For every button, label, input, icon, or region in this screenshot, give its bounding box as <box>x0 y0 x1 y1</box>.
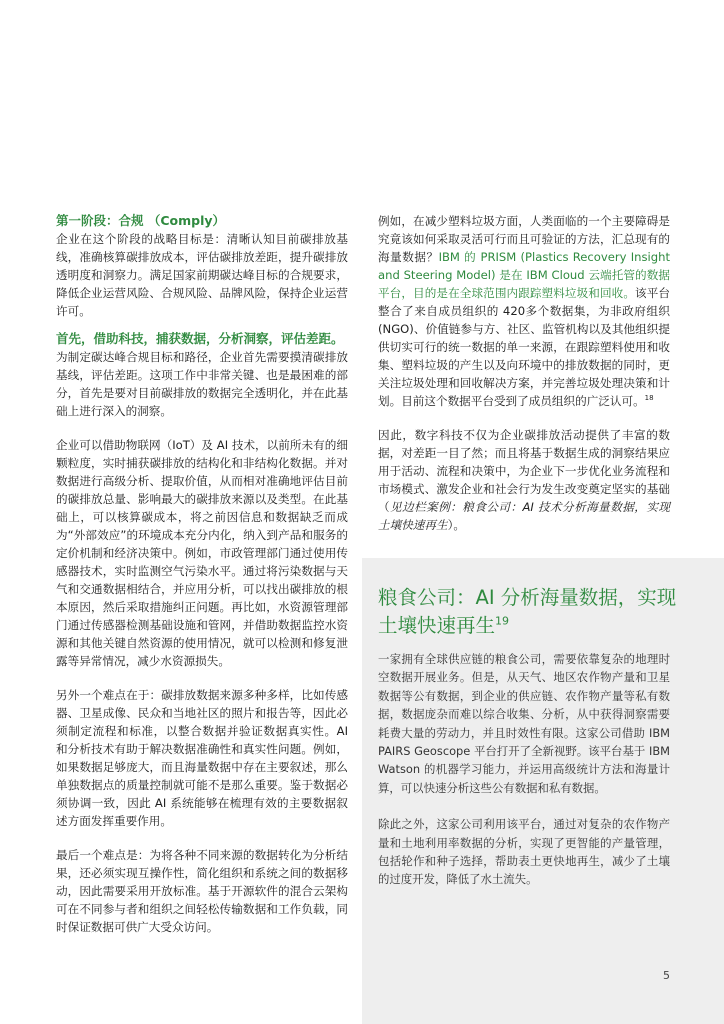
sidebar-body <box>378 650 670 889</box>
right-column <box>362 212 670 534</box>
footnote-ref[interactable]: 18 <box>644 394 654 403</box>
footnote-ref[interactable]: 19 <box>495 614 510 628</box>
paragraph: 一家拥有全球供应链的粮食公司，需要依靠复杂的地理时空数据开展业务。但是，从天气、地区农作物产量和卫星数据等公有数据，到企业的供应链、农作物产量等私有数据，数据庞杂而难以综合收集、分析，从中获得洞察需要耗费大量的劳动力，并且时效性有限。这家公司借助 IBM PAIRS Geoscope 平台打开了全新视野。该平台基于 IBM Watson 的机器学习能力，并运用高级统计方法和海量计算，可以快速分析这些公有数据和私有数据。 <box>378 652 670 795</box>
paragraph <box>378 426 670 534</box>
paragraph: 企业在这个阶段的战略目标是：清晰认知目前碳排放基线，准确核算碳排放成本，评估碳排放差距，提升碳排放透明度和洞察力。满足国家前期碳达峰目标的合规要求，降低企业运营风险、合规风险、品牌风险，保持企业运营许可。 <box>56 232 348 318</box>
paragraph <box>378 212 670 410</box>
sidebar-title <box>378 584 688 640</box>
subheading: 首先，借助科技，捕获数据，分析洞察，评估差距。 <box>56 331 344 346</box>
paragraph: 为制定碳达峰合规目标和路径，企业首先需要摸清碳排放基线，评估差距。这项工作中非常关键、也是最困难的部分，首先是要对目前碳排放的数据完全透明化，并在此基础上进行深入的洞察。 <box>56 350 348 418</box>
prism-link[interactable]: IBM 的 PRISM (Plastics Recovery Insight and Steering Model) 是在 IBM Cloud 云端托管的数据平台，目的是在全球范围内跟踪塑料垃圾和回收。 <box>378 250 670 300</box>
right-area <box>362 212 724 1024</box>
text: ）。 <box>447 518 465 532</box>
left-column <box>56 212 348 952</box>
sidebar-panel <box>362 558 724 1024</box>
text: 因此，数字科技不仅为企业碳排放活动提供了丰富的数据，对差距一目了然；而且将基于数据生成的洞察结果应用于活动、流程和决策中，为企业下一步优化业务流程和市场模式、激发企业和社会行为发生改变奠定坚实的基础（ <box>378 428 670 514</box>
paragraph: 最后一个难点是：为将各种不同来源的数据转化为分析结果，还必须实现互操作性，简化组织和系统之间的数据移动，因此需要采用开放标准。基于开源软件的混合云架构可在不同参与者和组织之间轻松传输数据和工作负载，同时保证数据可供广大受众访问。 <box>56 848 348 934</box>
sidebar-reference: 见边栏案例：粮食公司：AI 技术分析海量数据，实现土壤快速再生 <box>378 500 670 532</box>
paragraph: 除此之外，这家公司利用该平台，通过对复杂的农作物产量和土地利用率数据的分析，实现了更智能的产量管理，包括轮作和种子选择，帮助表土更快地再生，减少了土壤的过度开发，降低了水土流失。 <box>378 817 670 887</box>
sidebar-title-text: 粮食公司：AI 分析海量数据，实现土壤快速再生 <box>378 586 677 637</box>
text: 例如，在减少塑料垃圾方面，人类面临的一个主要障碍是究竟该如何采取灵活可行而且可验证的方法，汇总现有的海量数据？ <box>378 214 670 264</box>
paragraph: 企业可以借助物联网（IoT）及 AI 技术，以前所未有的细颗粒度，实时捕获碳排放的结构化和非结构化数据。并对数据进行高级分析、提取价值，从而相对准确地评估目前的碳排放总量、影响最大的碳排放来源以及类型。在此基础上，可以核算碳成本，将之前因信息和数据缺乏而成为“外部效应”的环境成本充分内化，纳入到产品和服务的定价机制和经济决策中。例如，市政管理部门通过使用传感器技术，实时监测空气污染水平。通过将污染数据与天气和交通数据相结合，并应用分析，可以找出碳排放的根本原因，然后采取措施纠正问题。再比如，水资源管理部门通过传感器检测基础设施和管网，并借助数据监控水资源和其他关键自然资源的使用情况，就可以检测和修复泄露等异常情况，减少水资源损失。 <box>56 438 348 668</box>
text: 该平台整合了来自成员组织的 420多个数据集，为非政府组织 (NGO)、价值链参与方、社区、监管机构以及其他组织提供切实可行的统一数据的单一来源，在跟踪塑料使用和收集、塑料垃圾的产生以及向环境中的排放数据的同时，更关注垃圾处理和回收解决方案，并完善垃圾处理决策和计划。目前这个数据平台受到了成员组织的广泛认可。 <box>378 286 670 408</box>
paragraph: 另外一个难点在于：碳排放数据来源多种多样，比如传感器、卫星成像、民众和当地社区的照片和报告等，因此必须制定流程和标准，以整合数据并验证数据真实性。AI 和分析技术有助于解决数据准确性和真实性问题。例如，如果数据足够庞大，而且海量数据中存在主要叙述，那么单独数据点的质量控制就可能不是那么重要。鉴于数据必须协调一致，因此 AI 系统能够在梳理有效的主要数据叙述方面发挥重要作用。 <box>56 688 348 828</box>
page-number: 5 <box>663 969 670 982</box>
section-heading: 第一阶段：合规 （Comply） <box>56 213 226 228</box>
